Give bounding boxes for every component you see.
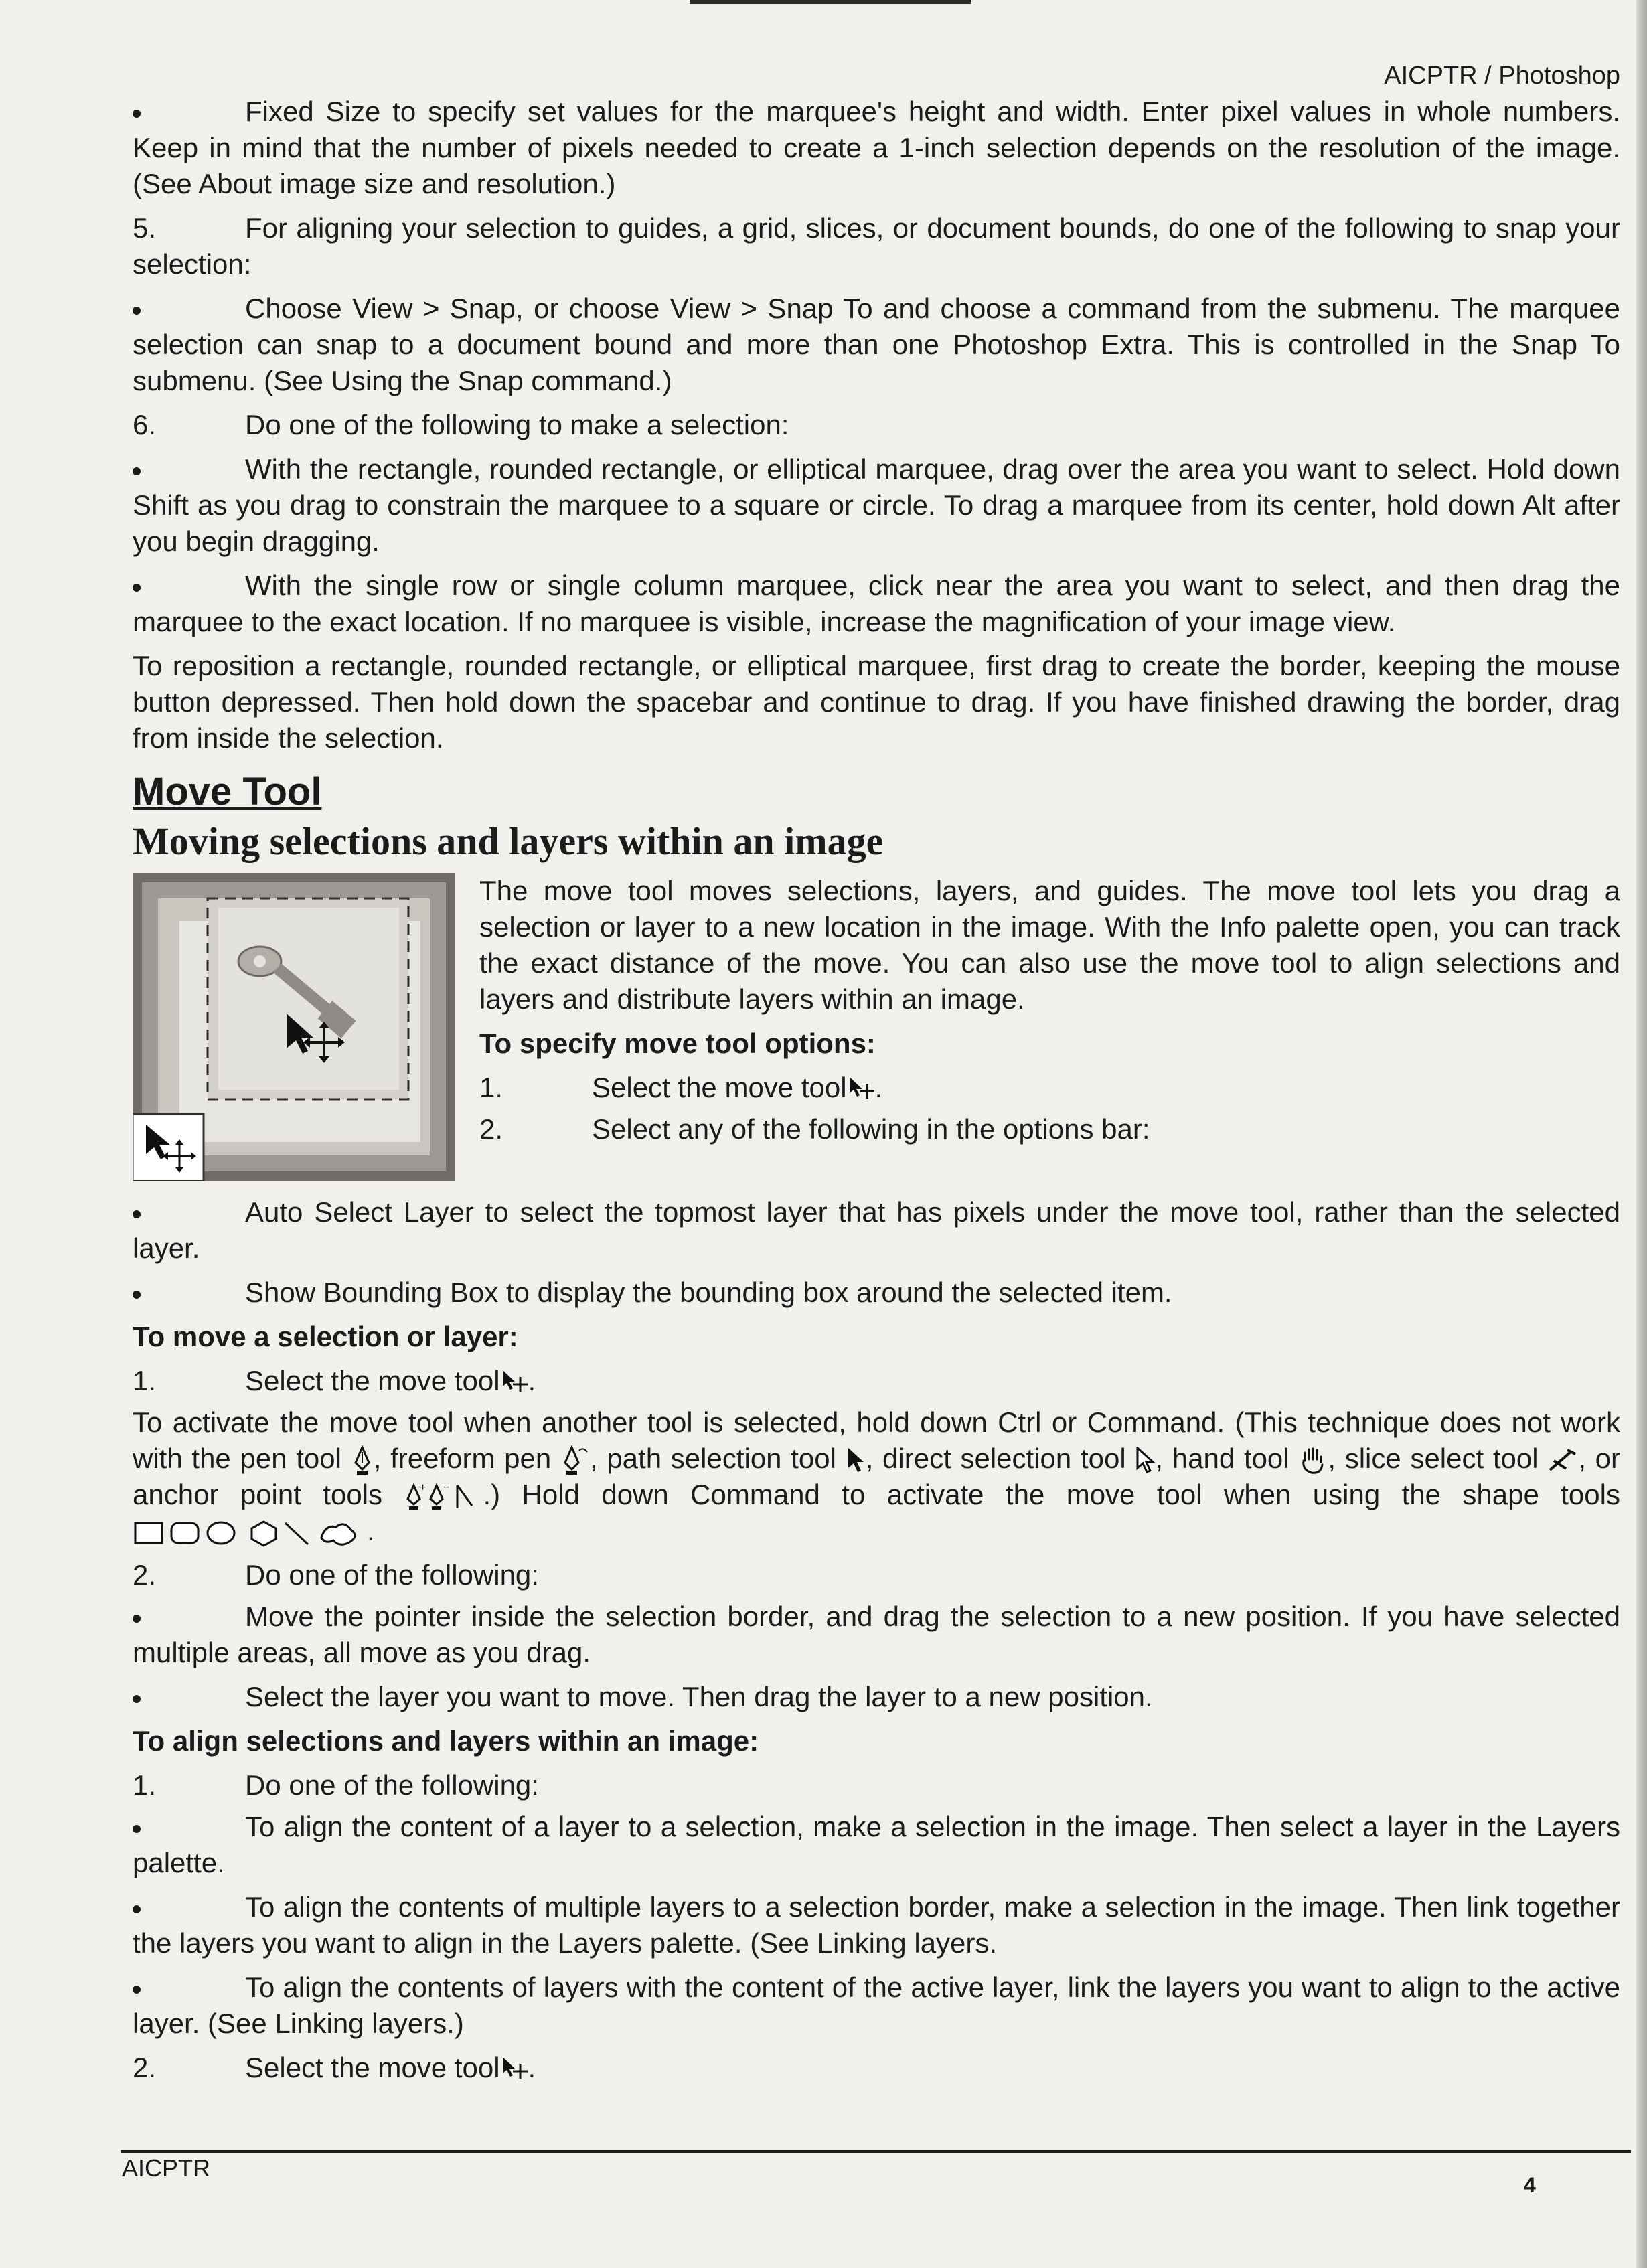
direct-selection-tool-icon [1135,1447,1155,1475]
bullet-icon [133,1615,141,1623]
bullet-icon [133,1695,141,1703]
step-5: 5. For aligning your selection to guides, a grid, slices, or document bounds, do one of the following to snap your selection: [133,212,1620,280]
align-step-1: 1. Do one of the following: [133,1769,539,1801]
hand-tool-icon [1298,1446,1328,1475]
svg-text:+: + [420,1481,426,1493]
reposition-paragraph: To reposition a rectangle, rounded rectangle, or elliptical marquee, first drag to create the border, keeping the mouse button depressed. Then hold down the spacebar and continue to drag. If you have finished drawing the border, drag from inside the selection. [133,650,1620,754]
move-tool-illustration [133,873,455,1181]
move-tool-icon [847,1076,875,1104]
activate-paragraph: To activate the move tool when another tool is selected, hold down Ctrl or Command. (This technique does not work with the pen tool , freeform pen , path selection tool , direct selection tool , hand tool , slice select tool , or anchor point tools + − .) Hold down Command to activate the move tool when using the shape tools . [133,1404,1620,1549]
shape-tools-icon [133,1518,367,1548]
align-bullet-2: To align the contents of multiple layers to a selection border, make a selection in the image. Then link together the layers you want to align in the Layers palette. (See Linking layers. [133,1891,1620,1959]
options-heading: To specify move tool options: [479,1028,876,1059]
pointer-bullet: Move the pointer inside the selection border, and drag the selection to a new position. If you have selected multiple areas, all move as you drag. [133,1601,1620,1668]
auto-select-bullet: Auto Select Layer to select the topmost layer that has pixels under the move tool, rather than the selected layer. [133,1196,1620,1264]
slice-select-tool-icon [1547,1447,1578,1474]
page-edge-shadow [1636,0,1647,2268]
move-tool-intro: The move tool moves selections, layers, and guides. The move tool lets you drag a selection or layer to a new location in the image. With the Info palette open, you can track the exact distance of the move. You can also use the move tool to align selections and layers and distribute layers within an image. [479,875,1620,1015]
intro-text-column [479,873,1620,1181]
intro-block [133,873,1620,1181]
move-tool-icon [500,1369,528,1397]
section-subtitle: Moving selections and layers within an image [133,819,884,863]
fixed-size-bullet: Fixed Size to specify set values for the marquee's height and width. Enter pixel values in whole numbers. Keep in mind that the number of pixels needed to create a 1-inch selection depends on the resolution of the image. (See About image size and resolution.) [133,96,1620,199]
bullet-icon [133,1905,141,1913]
bullet-icon [133,307,141,315]
footer-org: AICPTR [122,2154,211,2182]
section-title: Move Tool [133,770,322,813]
freeform-pen-tool-icon [560,1445,590,1476]
bullet-icon [133,1986,141,1994]
options-step-1: 1. Select the move tool . [479,1072,883,1103]
align-step-2: 2. Select the move tool . [133,2052,536,2083]
rectangle-marquee-bullet: With the rectangle, rounded rectangle, or elliptical marquee, drag over the area you want to select. Hold down Shift as you drag to constrain the marquee to a square or circle. To drag a marquee from its center, hold down Alt after you begin dragging. [133,453,1620,557]
snap-bullet: Choose View > Snap, or choose View > Snap To and choose a command from the submenu. The marquee selection can snap to a document bound and more than one Photoshop Extra. This is controlled in the Snap To submenu. (See Using the Snap command.) [133,293,1620,396]
step-6: 6. Do one of the following to make a selection: [133,409,789,440]
bullet-icon [133,467,141,475]
pen-tool-icon [351,1445,374,1476]
align-bullet-3: To align the contents of layers with the content of the active layer, link the layers you want to align to the active layer. (See Linking layers.) [133,1971,1620,2039]
bullet-icon [133,1825,141,1833]
bounding-box-bullet: Show Bounding Box to display the bounding box around the selected item. [133,1275,1620,1311]
move-heading: To move a selection or layer: [133,1321,518,1352]
bullet-icon [133,110,141,118]
move-step-2: 2. Do one of the following: [133,1559,539,1591]
layer-bullet: Select the layer you want to move. Then drag the layer to a new position. [133,1679,1620,1715]
page-number: 4 [1524,2173,1536,2197]
svg-text:−: − [443,1481,450,1493]
top-edge-line [690,0,971,4]
bullet-icon [133,1210,141,1218]
bullet-icon [133,1291,141,1299]
footer-rule [121,2150,1631,2153]
page-content [133,94,1620,2091]
anchor-point-tools-icon [404,1481,483,1512]
move-step-1: 1. Select the move tool . [133,1365,536,1396]
move-tool-icon [500,2056,528,2084]
align-bullet-1: To align the content of a layer to a selection, make a selection in the image. Then select a layer in the Layers palette. [133,1811,1620,1878]
path-selection-tool-icon [846,1447,866,1475]
align-heading: To align selections and layers within an image: [133,1725,759,1757]
options-step-2: 2. Select any of the following in the options bar: [479,1113,1150,1145]
running-header: AICPTR / Photoshop [1384,62,1620,90]
bullet-icon [133,584,141,592]
single-row-bullet: With the single row or single column marquee, click near the area you want to select, and then drag the marquee to the exact location. If no marquee is visible, increase the magnification of your image view. [133,570,1620,637]
